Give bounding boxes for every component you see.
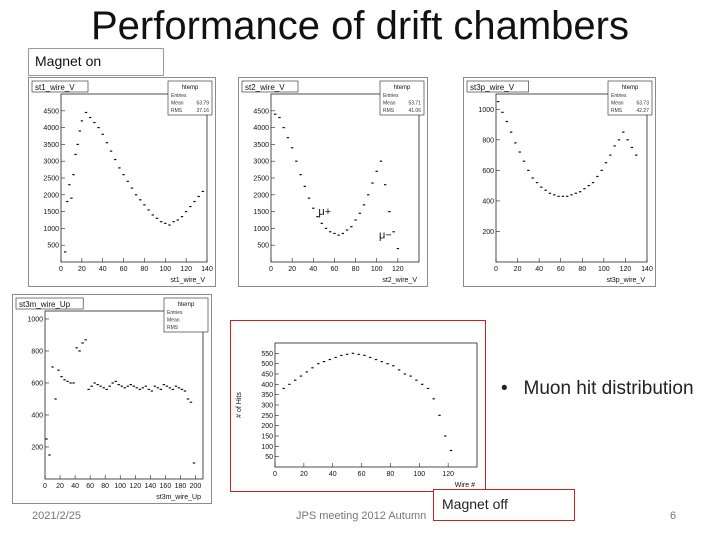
histogram-st3m-wire-up bbox=[12, 294, 212, 504]
y-tick-label: 600 bbox=[482, 167, 494, 175]
page-number: 6 bbox=[670, 510, 677, 522]
x-tick-label: 80 bbox=[101, 483, 110, 490]
x-tick-label: 120 bbox=[619, 266, 632, 273]
bullet-text: Muon hit distribution bbox=[523, 378, 694, 399]
y-tick-label: 200 bbox=[261, 423, 273, 431]
x-axis-label: Wire # bbox=[454, 482, 475, 489]
histogram-st2-wire-v bbox=[238, 77, 428, 287]
stats-title: htemp bbox=[181, 85, 199, 91]
magnet-on-label: Magnet on bbox=[28, 48, 164, 76]
stats-label: Entries bbox=[611, 93, 627, 99]
stats-label: Entries bbox=[383, 93, 399, 99]
y-tick-label: 550 bbox=[261, 350, 273, 358]
y-tick-label: 3500 bbox=[253, 141, 269, 149]
x-tick-label: 40 bbox=[328, 471, 337, 478]
stats-title: htemp bbox=[393, 85, 411, 91]
x-axis-label: st2_wire_V bbox=[382, 277, 417, 284]
y-tick-label: 1000 bbox=[43, 225, 59, 233]
y-tick-label: 400 bbox=[482, 198, 494, 206]
x-tick-label: 20 bbox=[299, 471, 308, 478]
plot-frame bbox=[496, 94, 647, 262]
y-tick-label: 2000 bbox=[253, 192, 269, 200]
x-tick-label: 100 bbox=[598, 266, 610, 273]
footer-date: 2021/2/25 bbox=[32, 510, 81, 522]
x-tick-label: 80 bbox=[578, 266, 587, 273]
y-tick-label: 800 bbox=[31, 348, 43, 356]
y-tick-label: 4500 bbox=[253, 108, 269, 116]
y-tick-label: 350 bbox=[261, 392, 273, 400]
histogram-magnet-off bbox=[230, 320, 486, 492]
x-tick-label: 40 bbox=[309, 266, 318, 273]
y-tick-label: 3000 bbox=[253, 158, 269, 166]
histogram-st1-svg bbox=[29, 78, 215, 286]
x-tick-label: 0 bbox=[59, 266, 63, 273]
x-tick-label: 60 bbox=[556, 266, 565, 273]
hist-title: st3p_wire_V bbox=[470, 83, 515, 92]
y-tick-label: 500 bbox=[257, 242, 269, 250]
y-tick-label: 450 bbox=[261, 371, 273, 379]
y-tick-label: 800 bbox=[482, 137, 494, 145]
stats-title: htemp bbox=[621, 85, 639, 91]
stats-label: RMS bbox=[171, 108, 183, 114]
x-tick-label: 0 bbox=[43, 483, 47, 490]
x-tick-label: 80 bbox=[140, 266, 149, 273]
plot-frame bbox=[275, 343, 477, 467]
x-tick-label: 180 bbox=[174, 483, 187, 490]
histogram-st3p-svg bbox=[464, 78, 655, 286]
y-tick-label: 600 bbox=[31, 380, 43, 388]
y-tick-label: 50 bbox=[265, 454, 273, 462]
y-tick-label: 1500 bbox=[253, 209, 269, 217]
y-tick-label: 4000 bbox=[253, 125, 269, 133]
x-tick-label: 120 bbox=[442, 471, 454, 478]
y-tick-label: 1500 bbox=[43, 209, 59, 217]
x-tick-label: 100 bbox=[413, 471, 426, 478]
x-tick-label: 80 bbox=[351, 266, 360, 273]
stats-label: RMS bbox=[611, 108, 623, 114]
stats-value: 41.06 bbox=[408, 108, 421, 114]
y-tick-label: 2000 bbox=[43, 192, 59, 200]
x-tick-label: 120 bbox=[129, 483, 142, 490]
y-tick-label: 250 bbox=[261, 412, 273, 420]
stats-value: 37.16 bbox=[196, 108, 209, 114]
stats-label: Mean bbox=[611, 100, 624, 107]
x-tick-label: 40 bbox=[98, 266, 107, 273]
stats-label: Mean bbox=[171, 100, 184, 107]
x-tick-label: 60 bbox=[357, 471, 366, 478]
stats-value: 53.71 bbox=[408, 100, 421, 107]
x-tick-label: 60 bbox=[330, 266, 339, 273]
x-tick-label: 60 bbox=[86, 483, 95, 490]
plot-frame bbox=[271, 94, 419, 262]
y-tick-label: 200 bbox=[31, 444, 43, 452]
x-tick-label: 140 bbox=[144, 483, 157, 490]
plot-frame bbox=[45, 311, 203, 479]
y-tick-label: 4500 bbox=[43, 108, 59, 116]
y-tick-label: 1000 bbox=[27, 316, 43, 324]
annotation-label: μ+ bbox=[318, 205, 332, 218]
x-tick-label: 0 bbox=[269, 266, 273, 273]
stats-label: Entries bbox=[171, 93, 187, 99]
y-tick-label: 150 bbox=[261, 433, 273, 441]
x-tick-label: 100 bbox=[370, 266, 383, 273]
y-axis-label: # of Hits bbox=[236, 392, 243, 418]
x-tick-label: 60 bbox=[119, 266, 128, 273]
histogram-st1-wire-v bbox=[28, 77, 216, 287]
slide-title: Performance of drift chambers bbox=[91, 4, 629, 48]
histogram-st3p-wire-v bbox=[463, 77, 656, 287]
y-tick-label: 1000 bbox=[478, 106, 494, 114]
hist-title: st1_wire_V bbox=[35, 83, 75, 92]
bullet-point: • Muon hit distribution bbox=[501, 378, 694, 399]
footer-meeting: JPS meeting 2012 Autumn bbox=[296, 510, 427, 522]
x-tick-label: 100 bbox=[114, 483, 127, 490]
histogram-st2-svg bbox=[239, 78, 427, 286]
x-tick-label: 20 bbox=[513, 266, 522, 273]
hist-title: st2_wire_V bbox=[245, 83, 285, 92]
histogram-st3m-svg bbox=[13, 295, 211, 503]
histogram-magnet-off-svg bbox=[231, 321, 485, 491]
x-tick-label: 80 bbox=[386, 471, 395, 478]
x-tick-label: 120 bbox=[180, 266, 192, 273]
y-tick-label: 200 bbox=[482, 228, 494, 236]
x-tick-label: 100 bbox=[159, 266, 172, 273]
y-tick-label: 500 bbox=[261, 361, 273, 369]
x-axis-label: st3p_wire_V bbox=[606, 277, 645, 284]
y-tick-label: 2500 bbox=[253, 175, 269, 183]
x-tick-label: 20 bbox=[288, 266, 297, 273]
x-tick-label: 20 bbox=[77, 266, 86, 273]
x-tick-label: 0 bbox=[273, 471, 277, 478]
x-tick-label: 140 bbox=[201, 266, 213, 273]
x-axis-label: st1_wire_V bbox=[170, 277, 205, 284]
x-tick-label: 40 bbox=[535, 266, 544, 273]
x-tick-label: 120 bbox=[392, 266, 404, 273]
stats-value: 63.73 bbox=[636, 100, 649, 107]
x-tick-label: 20 bbox=[56, 483, 64, 490]
y-tick-label: 500 bbox=[47, 242, 59, 250]
x-tick-label: 140 bbox=[641, 266, 653, 273]
stats-label: Mean bbox=[167, 317, 180, 324]
stats-label: Mean bbox=[383, 100, 396, 107]
stats-value: 63.79 bbox=[196, 100, 209, 107]
x-tick-label: 160 bbox=[159, 483, 172, 490]
x-tick-label: 200 bbox=[189, 483, 202, 490]
annotation-label: μ− bbox=[379, 229, 392, 242]
x-axis-label: st3m_wire_Up bbox=[156, 494, 201, 501]
y-tick-label: 2500 bbox=[43, 175, 59, 183]
y-tick-label: 100 bbox=[261, 443, 273, 451]
y-tick-label: 300 bbox=[261, 402, 273, 410]
stats-title: htemp bbox=[177, 302, 195, 308]
stats-label: RMS bbox=[383, 108, 395, 114]
y-tick-label: 3500 bbox=[43, 141, 59, 149]
y-tick-label: 4000 bbox=[43, 125, 59, 133]
stats-label: RMS bbox=[167, 325, 179, 331]
hist-title: st3m_wire_Up bbox=[19, 300, 71, 309]
stats-label: Entries bbox=[167, 310, 183, 316]
y-tick-label: 400 bbox=[31, 412, 43, 420]
magnet-off-label: Magnet off bbox=[433, 489, 575, 521]
plot-frame bbox=[61, 94, 207, 262]
stats-value: 42.27 bbox=[636, 108, 649, 114]
y-tick-label: 400 bbox=[261, 381, 273, 389]
x-tick-label: 40 bbox=[71, 483, 79, 490]
x-tick-label: 0 bbox=[494, 266, 498, 273]
y-tick-label: 1000 bbox=[253, 225, 269, 233]
y-tick-label: 3000 bbox=[43, 158, 59, 166]
